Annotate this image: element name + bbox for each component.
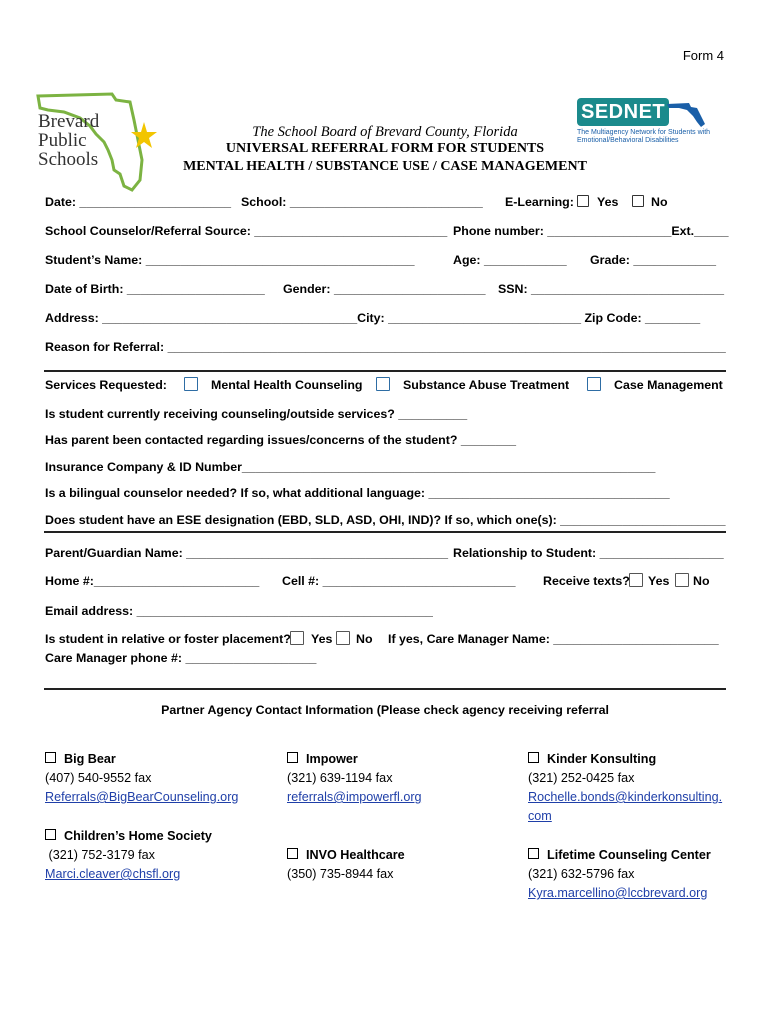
agency-phone: (407) 540-9552 fax <box>45 771 152 785</box>
section-divider <box>44 531 726 533</box>
section-divider <box>44 370 726 372</box>
mental-health-checkbox[interactable] <box>184 377 198 391</box>
agency-name: Impower <box>306 752 358 766</box>
school-field[interactable]: School: ____________________________ <box>241 195 483 209</box>
care-manager-name-field[interactable]: If yes, Care Manager Name: ________________________ <box>388 632 719 646</box>
counselor-field[interactable]: School Counselor/Referral Source: ____________________________ <box>45 224 448 238</box>
agency-phone: (321) 252-0425 fax <box>528 771 635 785</box>
agency-childrens-home-society <box>45 827 212 884</box>
florida-map-icon <box>665 100 707 128</box>
insurance-field[interactable]: Insurance Company & ID Number____________________________________________________________ <box>45 460 656 474</box>
foster-yes-label: Yes <box>311 632 333 646</box>
ese-question[interactable]: Does student have an ESE designation (EBD, SLD, ASD, OHI, IND)? If so, which one(s): ________________________ <box>45 513 726 527</box>
agency-name: INVO Healthcare <box>306 848 405 862</box>
address-field[interactable]: Address: _____________________________________City: ____________________________ Zip Code: ________ <box>45 311 701 325</box>
agency-invo-healthcare <box>287 846 405 884</box>
big-bear-checkbox[interactable] <box>45 752 56 763</box>
age-field[interactable]: Age: ____________ <box>453 253 567 267</box>
substance-abuse-checkbox[interactable] <box>376 377 390 391</box>
reason-field[interactable]: Reason for Referral: _________________________________________________________________________________ <box>45 340 726 354</box>
elearning-yes-checkbox[interactable] <box>577 195 589 207</box>
agency-name: Kinder Konsulting <box>547 752 657 766</box>
foster-yes-checkbox[interactable] <box>290 631 304 645</box>
section-divider <box>44 688 726 690</box>
agency-email-link[interactable]: Rochelle.bonds@kinderkonsulting. <box>528 790 723 804</box>
elearning-label: E-Learning: <box>505 195 574 209</box>
header-form-subtitle: MENTAL HEALTH / SUBSTANCE USE / CASE MANAGEMENT <box>183 159 587 174</box>
ssn-field[interactable]: SSN: ____________________________ <box>498 282 724 296</box>
cell-phone-field[interactable]: Cell #: ____________________________ <box>282 574 516 588</box>
agency-email-link[interactable]: referrals@impowerfl.org <box>287 790 422 804</box>
agency-email-link[interactable]: Marci.cleaver@chsfl.org <box>45 867 181 881</box>
childrens-home-society-checkbox[interactable] <box>45 829 56 840</box>
sednet-text: SEDNET <box>581 101 666 123</box>
grade-field[interactable]: Grade: ____________ <box>590 253 717 267</box>
counseling-question[interactable]: Is student currently receiving counseling/outside services? __________ <box>45 407 468 421</box>
email-field[interactable]: Email address: ___________________________________________ <box>45 604 433 618</box>
services-label: Services Requested: <box>45 378 167 392</box>
agency-phone: (321) 632-5796 fax <box>528 867 635 881</box>
texts-no-checkbox[interactable] <box>675 573 689 587</box>
elearning-no-checkbox[interactable] <box>632 195 644 207</box>
date-field[interactable]: Date: ______________________ <box>45 195 232 209</box>
texts-yes-label: Yes <box>648 574 670 588</box>
agency-impower <box>287 750 422 807</box>
receive-texts-label: Receive texts? <box>543 574 630 588</box>
foster-no-checkbox[interactable] <box>336 631 350 645</box>
lifetime-counseling-checkbox[interactable] <box>528 848 539 859</box>
case-management-label: Case Management <box>614 378 723 392</box>
foster-no-label: No <box>356 632 373 646</box>
dob-field[interactable]: Date of Birth: ____________________ <box>45 282 265 296</box>
partner-agency-heading: Partner Agency Contact Information (Please check agency receiving referral <box>161 703 609 717</box>
phone-field[interactable]: Phone number: __________________Ext._____ <box>453 224 729 238</box>
gender-field[interactable]: Gender: ______________________ <box>283 282 486 296</box>
agency-phone: (321) 639-1194 fax <box>287 771 393 785</box>
agency-email-link[interactable]: Referrals@BigBearCounseling.org <box>45 790 239 804</box>
kinder-konsulting-checkbox[interactable] <box>528 752 539 763</box>
elearning-yes-label: Yes <box>597 195 619 209</box>
agency-name: Big Bear <box>64 752 116 766</box>
header-form-title: UNIVERSAL REFERRAL FORM FOR STUDENTS <box>225 141 545 156</box>
agency-name: Children’s Home Society <box>64 829 212 843</box>
foster-question: Is student in relative or foster placement? <box>45 632 291 646</box>
bilingual-question[interactable]: Is a bilingual counselor needed? If so, what additional language: ___________________________________ <box>45 486 670 500</box>
texts-yes-checkbox[interactable] <box>629 573 643 587</box>
agency-email-link-continued[interactable]: com <box>528 809 552 823</box>
invo-healthcare-checkbox[interactable] <box>287 848 298 859</box>
substance-abuse-label: Substance Abuse Treatment <box>403 378 570 392</box>
parent-contacted-question[interactable]: Has parent been contacted regarding issues/concerns of the student? ________ <box>45 433 516 447</box>
relationship-field[interactable]: Relationship to Student: __________________ <box>453 546 724 560</box>
header-board: The School Board of Brevard County, Florida <box>252 124 518 140</box>
agency-phone: (350) 735-8944 fax <box>287 867 394 881</box>
agency-phone: (321) 752-3179 fax <box>45 848 155 862</box>
form-number: Form 4 <box>682 48 724 63</box>
student-name-field[interactable]: Student’s Name: _______________________________________ <box>45 253 415 267</box>
agency-name: Lifetime Counseling Center <box>547 848 711 862</box>
case-management-checkbox[interactable] <box>587 377 601 391</box>
sednet-subtitle: The Multiagency Network for Students with Emotional/Behavioral Disabilities <box>577 129 711 144</box>
elearning-no-label: No <box>651 195 668 209</box>
care-manager-phone-field[interactable]: Care Manager phone #: ___________________ <box>45 651 317 665</box>
agency-email-link[interactable]: Kyra.marcellino@lccbrevard.org <box>528 886 708 900</box>
agency-lifetime-counseling <box>528 846 711 903</box>
parent-name-field[interactable]: Parent/Guardian Name: ______________________________________ <box>45 546 449 560</box>
impower-checkbox[interactable] <box>287 752 298 763</box>
agency-kinder-konsulting <box>528 750 722 826</box>
brevard-logo-text: Brevard Public Schools <box>38 111 100 170</box>
texts-no-label: No <box>693 574 710 588</box>
mental-health-label: Mental Health Counseling <box>211 378 363 392</box>
agency-big-bear <box>45 750 238 807</box>
home-phone-field[interactable]: Home #:________________________ <box>45 574 260 588</box>
